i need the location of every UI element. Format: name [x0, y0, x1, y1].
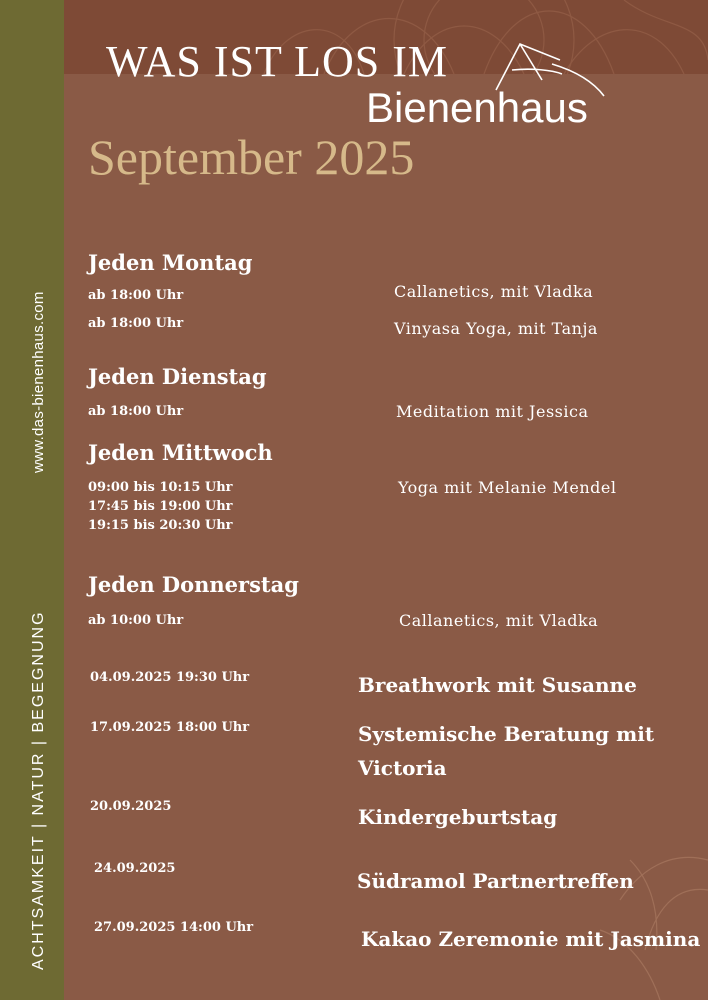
- activity-tuesday: Meditation mit Jessica: [396, 402, 589, 421]
- time-monday-2: ab 18:00 Uhr: [88, 316, 184, 331]
- time-wednesday-1: 09:00 bis 10:15 Uhr: [88, 480, 233, 495]
- leaf-decoration: [560, 840, 708, 1000]
- event-date-5: 27.09.2025 14:00 Uhr: [94, 920, 254, 935]
- event-date-1: 04.09.2025 19:30 Uhr: [90, 670, 250, 685]
- activity-monday-1: Callanetics, mit Vladka: [394, 282, 594, 301]
- day-heading-tuesday: Jeden Dienstag: [88, 364, 267, 389]
- header-line2: Bienenhaus: [366, 84, 588, 131]
- day-heading-wednesday: Jeden Mittwoch: [88, 440, 273, 465]
- day-heading-thursday: Jeden Donnerstag: [88, 572, 299, 597]
- time-tuesday: ab 18:00 Uhr: [88, 404, 184, 419]
- time-monday-1: ab 18:00 Uhr: [88, 288, 184, 303]
- sidebar-tagline: ACHTSAMKEIT | NATUR | BEGEGNUNG: [30, 610, 47, 970]
- event-title-4: Südramol Partnertreffen: [357, 869, 634, 893]
- activity-thursday: Callanetics, mit Vladka: [399, 611, 599, 630]
- time-wednesday-3: 19:15 bis 20:30 Uhr: [88, 518, 233, 533]
- month-title: September 2025: [88, 129, 415, 185]
- day-heading-monday: Jeden Montag: [88, 250, 253, 275]
- website-url[interactable]: www.das-bienenhaus.com: [30, 291, 47, 473]
- event-date-2: 17.09.2025 18:00 Uhr: [90, 720, 250, 735]
- header-line1: WAS IST LOS IM: [106, 37, 449, 86]
- activity-wednesday: Yoga mit Melanie Mendel: [398, 478, 617, 497]
- event-title-5: Kakao Zeremonie mit Jasmina: [361, 927, 701, 951]
- time-wednesday-2: 17:45 bis 19:00 Uhr: [88, 499, 233, 514]
- time-thursday: ab 10:00 Uhr: [88, 613, 184, 628]
- event-date-3: 20.09.2025: [90, 799, 172, 814]
- event-title-2: Systemische Beratung mit Victoria: [358, 722, 655, 780]
- event-title-3: Kindergeburtstag: [358, 805, 558, 829]
- activity-monday-2: Vinyasa Yoga, mit Tanja: [394, 319, 598, 338]
- event-title-1: Breathwork mit Susanne: [358, 673, 637, 697]
- event-date-4: 24.09.2025: [94, 861, 176, 876]
